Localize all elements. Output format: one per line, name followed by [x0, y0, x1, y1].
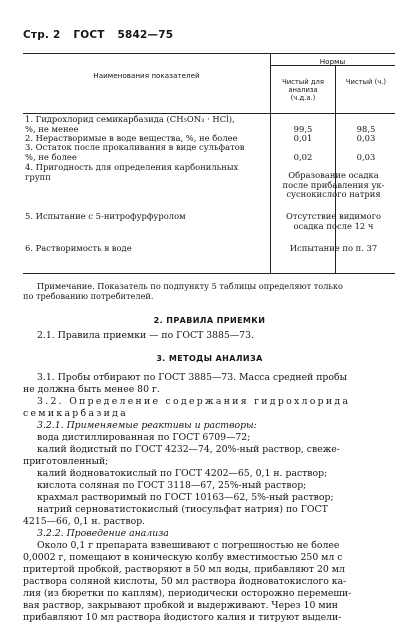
table-cell: Отсутствие видимого осадка после 12 ч: [285, 211, 381, 231]
table-cell: Испытание по п. 37: [289, 243, 378, 253]
table-row-name: 6. Растворимость в воде: [25, 243, 132, 253]
column-header-norms: Нормы: [319, 57, 346, 66]
section-title-acceptance: 2. ПРАВИЛА ПРИЕМКИ: [153, 316, 266, 325]
column-header-name: Наименования показателей: [93, 71, 200, 80]
table-row-name: 1. Гидрохлорид семикарбазида (CH₅ON₃ · HCl), %, не менее: [25, 114, 235, 134]
table-row-name: 2. Нерастворимые в воде вещества, %, не более: [25, 133, 238, 143]
table-row-name: 3. Остаток после прокаливания в виде сульфатов %, не более: [25, 142, 245, 162]
table-rule: [270, 53, 271, 274]
table-rule: [23, 53, 395, 54]
standard-label: ГОСТ: [73, 29, 105, 41]
table-cell: 0,01: [293, 133, 313, 143]
table-row-name: 4. Пригодность для определения карбонильных групп: [25, 162, 239, 182]
table-row-name: 5. Испытание с 5-нитрофурфуролом: [25, 211, 186, 221]
table-cell: Образование осадка после прибавления ук- суснокислого натрия: [282, 170, 385, 199]
table-note: Примечание. Показатель по подпункту 5 таблицы определяют только по требованию потребителей.: [23, 281, 343, 301]
table-cell: 99,5: [293, 124, 313, 134]
section-title-methods: 3. МЕТОДЫ АНАЛИЗА: [156, 354, 263, 363]
column-header-chda: Чистый для анализа (ч.д.а.): [282, 78, 324, 102]
page-number: Стр. 2: [23, 29, 61, 41]
table-cell: 0,03: [356, 133, 376, 143]
table-cell: 98,5: [356, 124, 376, 134]
table-cell: 0,02: [293, 152, 313, 162]
methods-body: 3.1. Пробы отбирают по ГОСТ 3885—73. Масса средней пробы не должна быть менее 80 г. 3.2. Определение содержания гидрохлорида семикарбазида 3.2.1. Применяемые реактивы и растворы: вода дистиллированная по ГОСТ 6709—72; калий йодистый по ГОСТ 4232—74, 20%-ный раствор, свеже- приготовленный; калий йодноватокислый по ГОСТ 4202—65, 0,1 н. раствор; кислота соляная по ГОСТ 3118—67, 25%-ный раствор; крахмал растворимый по ГОСТ 10163—62, 5%-ный раствор; натрий серноватистокислый (тиосульфат натрия) по ГОСТ 4215—66, 0,1 н. раствор. 3.2.2. Проведение анализа Около 0,1 г препарата взвешивают с погрешностью не более 0,0002 г, помещают в коническую колбу вместимостью 250 мл с притертой пробкой, растворяют в 50 мл воды, прибавляют 20 мл раствора соляной кислоты, 50 мл раствора йодноватокислого ка- лия (из бюретки по каплям), периодически осторожно перемеши- вая раствор, закрывают пробкой и выдерживают. Через 10 мин прибавляют 10 мл раствора йодистого калия и титруют выдели-: [23, 372, 352, 623]
paragraph: 2.1. Правила приемки — по ГОСТ 3885—73.: [37, 330, 254, 341]
page-header: [23, 29, 182, 41]
column-header-ch: Чистый (ч.): [345, 78, 387, 86]
table-rule: [23, 273, 395, 274]
standard-number: 5842—75: [117, 29, 174, 41]
norms-table: [23, 53, 395, 274]
table-cell: 0,03: [356, 152, 376, 162]
